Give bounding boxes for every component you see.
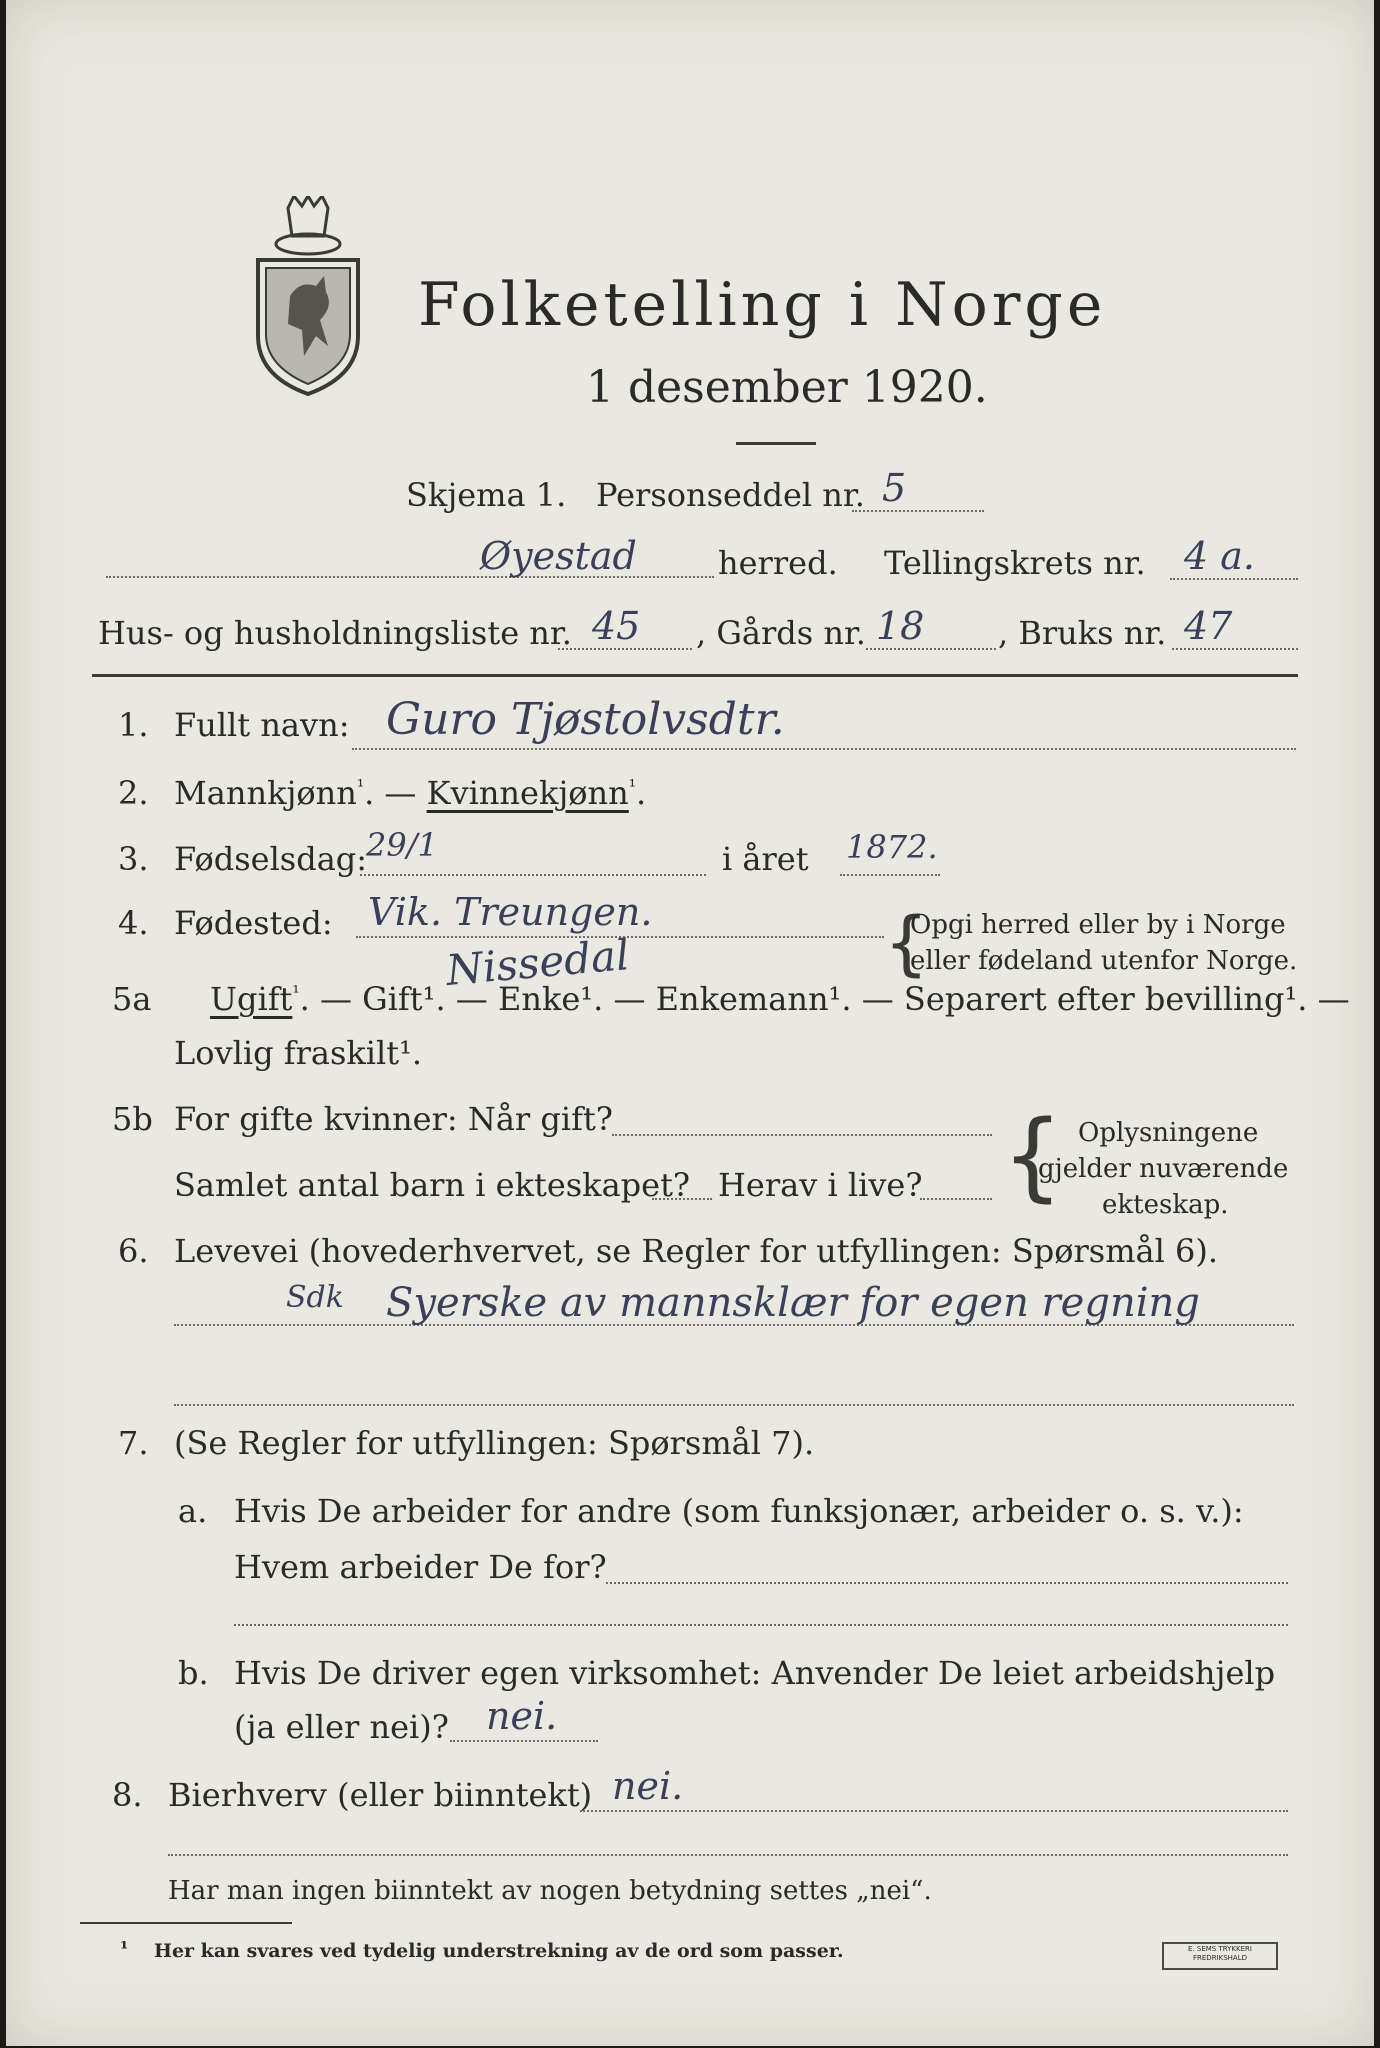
q4-note-line1: Opgi herred eller by i Norge — [910, 910, 1286, 940]
q8-value[interactable]: nei. — [612, 1764, 684, 1808]
q5b-note-brace: { — [1002, 1100, 1064, 1212]
herred-label: herred. — [718, 544, 838, 582]
title-rule — [736, 442, 816, 445]
hus-label: Hus- og husholdningsliste nr. — [98, 614, 572, 652]
q4-note-brace: { — [884, 902, 929, 984]
q8-line1 — [580, 1810, 1288, 1812]
q5a-line2[interactable]: Lovlig fraskilt¹. — [174, 1034, 423, 1072]
q5a-number: 5a — [112, 980, 152, 1018]
footnote-rule — [80, 1922, 292, 1924]
personseddel-value[interactable]: 5 — [882, 466, 907, 510]
q3-label: Fødselsdag: — [174, 840, 368, 878]
gards-line — [866, 648, 996, 650]
census-form-sheet — [6, 0, 1374, 2046]
footer-note: Har man ingen biinntekt av nogen betydning settes „nei“. — [168, 1876, 932, 1906]
q7-label: (Se Regler for utfyllingen: Spørsmål 7). — [174, 1424, 815, 1462]
q8-line2 — [168, 1854, 1288, 1856]
q3-value[interactable]: 29/1 — [366, 826, 438, 864]
q2-male-footnote: ¹ — [356, 776, 365, 798]
skjema-label: Skjema 1. — [406, 476, 567, 514]
bruks-value[interactable]: 47 — [1184, 604, 1233, 648]
q4-value[interactable]: Vik. Treungen. — [368, 890, 653, 934]
q3-line — [360, 874, 706, 876]
q7a-label: Hvis De arbeider for andre (som funksjonær, arbeider o. s. v.): — [234, 1492, 1244, 1530]
q5a-ugift-option[interactable]: Ugift — [210, 980, 293, 1018]
q5b-when-married-line — [612, 1134, 992, 1136]
q3-year-label: i året — [722, 840, 809, 878]
q5b-alive-line — [920, 1198, 992, 1200]
q1-label: Fullt navn: — [174, 706, 350, 744]
q2-options — [174, 774, 646, 812]
footnote-text: Her kan svares ved tydelig understrekning av de ord som passer. — [154, 1940, 844, 1962]
q7b-label: Hvis De driver egen virksomhet: Anvender De leiet arbeidshjelp — [234, 1654, 1276, 1692]
q8-number: 8. — [112, 1776, 143, 1814]
q3-year-value[interactable]: 1872. — [846, 828, 938, 866]
personseddel-label: Personseddel nr. — [596, 476, 865, 514]
q1-line — [352, 748, 1296, 750]
norway-coat-of-arms-icon — [250, 196, 366, 396]
q5b-children-label: Samlet antal barn i ekteskapet? — [174, 1166, 691, 1204]
q1-value[interactable]: Guro Tjøstolvsdtr. — [386, 694, 785, 745]
q5b-note-line3: ekteskap. — [1102, 1190, 1229, 1220]
q7b-letter: b. — [178, 1654, 209, 1692]
q8-label: Bierhverv (eller biinntekt) — [168, 1776, 593, 1814]
q2-number: 2. — [118, 774, 149, 812]
bruks-line — [1172, 648, 1298, 650]
q5a-options — [210, 980, 1350, 1018]
q7b-line — [450, 1740, 598, 1742]
q5b-note-line2: gjelder nuværende — [1038, 1154, 1289, 1184]
q5a-ugift-footnote: ¹ — [292, 982, 300, 1004]
q5b-number: 5b — [112, 1100, 153, 1138]
q3-number: 3. — [118, 840, 149, 878]
footnote-mark: ¹ — [120, 1938, 129, 1960]
q4-number: 4. — [118, 904, 149, 942]
q4-note-line2: eller fødeland utenfor Norge. — [910, 946, 1298, 976]
q6-prefix[interactable]: Sdk — [286, 1280, 344, 1315]
tellingskrets-value[interactable]: 4 a. — [1184, 534, 1255, 578]
q2-male-option[interactable]: Mannkjønn — [174, 774, 357, 812]
q4-value-extra[interactable]: Nissedal — [444, 930, 632, 995]
tellingskrets-label: Tellingskrets nr. — [884, 544, 1146, 582]
q6-number: 6. — [118, 1232, 149, 1270]
q7b-question: (ja eller nei)? — [234, 1708, 449, 1746]
q2-female-footnote: ¹ — [628, 776, 636, 798]
q7a-question: Hvem arbeider De for? — [234, 1548, 607, 1586]
q5b-alive-label: Herav i live? — [718, 1166, 923, 1204]
bruks-label: , Bruks nr. — [998, 614, 1167, 652]
herred-value[interactable]: Øyestad — [480, 534, 637, 578]
q7-number: 7. — [118, 1424, 149, 1462]
q6-line2 — [174, 1404, 1294, 1406]
q2-female-option[interactable]: Kvinnekjønn — [426, 774, 629, 812]
q7a-line2 — [234, 1624, 1288, 1626]
q2-separator: . — — [364, 774, 417, 812]
hus-line — [558, 648, 692, 650]
gards-label: , Gårds nr. — [696, 614, 866, 652]
q7b-value[interactable]: nei. — [486, 1694, 558, 1738]
q6-label: Levevei (hovederhvervet, se Regler for utfyllingen: Spørsmål 6). — [174, 1232, 1219, 1270]
q5a-other-options[interactable]: . — Gift¹. — Enke¹. — Enkemann¹. — Separert efter bevilling¹. — — [299, 980, 1350, 1018]
q7a-letter: a. — [178, 1492, 208, 1530]
personseddel-line — [852, 510, 984, 512]
census-date: 1 desember 1920. — [586, 362, 988, 413]
q5b-note-line1: Oplysningene — [1078, 1118, 1259, 1148]
q3-year-line — [840, 874, 940, 876]
q1-number: 1. — [118, 706, 149, 744]
gards-value[interactable]: 18 — [876, 604, 925, 648]
printer-stamp: E. SEMS TRYKKERI FREDRIKSHALD — [1162, 1942, 1278, 1970]
tellingskrets-line — [1170, 578, 1298, 580]
q5b-when-married-label: For gifte kvinner: Når gift? — [174, 1100, 613, 1138]
header-divider — [92, 674, 1298, 677]
hus-value[interactable]: 45 — [592, 604, 641, 648]
q5b-children-line — [652, 1198, 712, 1200]
q7a-line1 — [606, 1582, 1288, 1584]
q2-end: . — [635, 774, 647, 812]
q6-value[interactable]: Syerske av mannsklær for egen regning — [386, 1280, 1200, 1326]
q4-label: Fødested: — [174, 904, 333, 942]
form-title: Folketelling i Norge — [418, 270, 1107, 340]
